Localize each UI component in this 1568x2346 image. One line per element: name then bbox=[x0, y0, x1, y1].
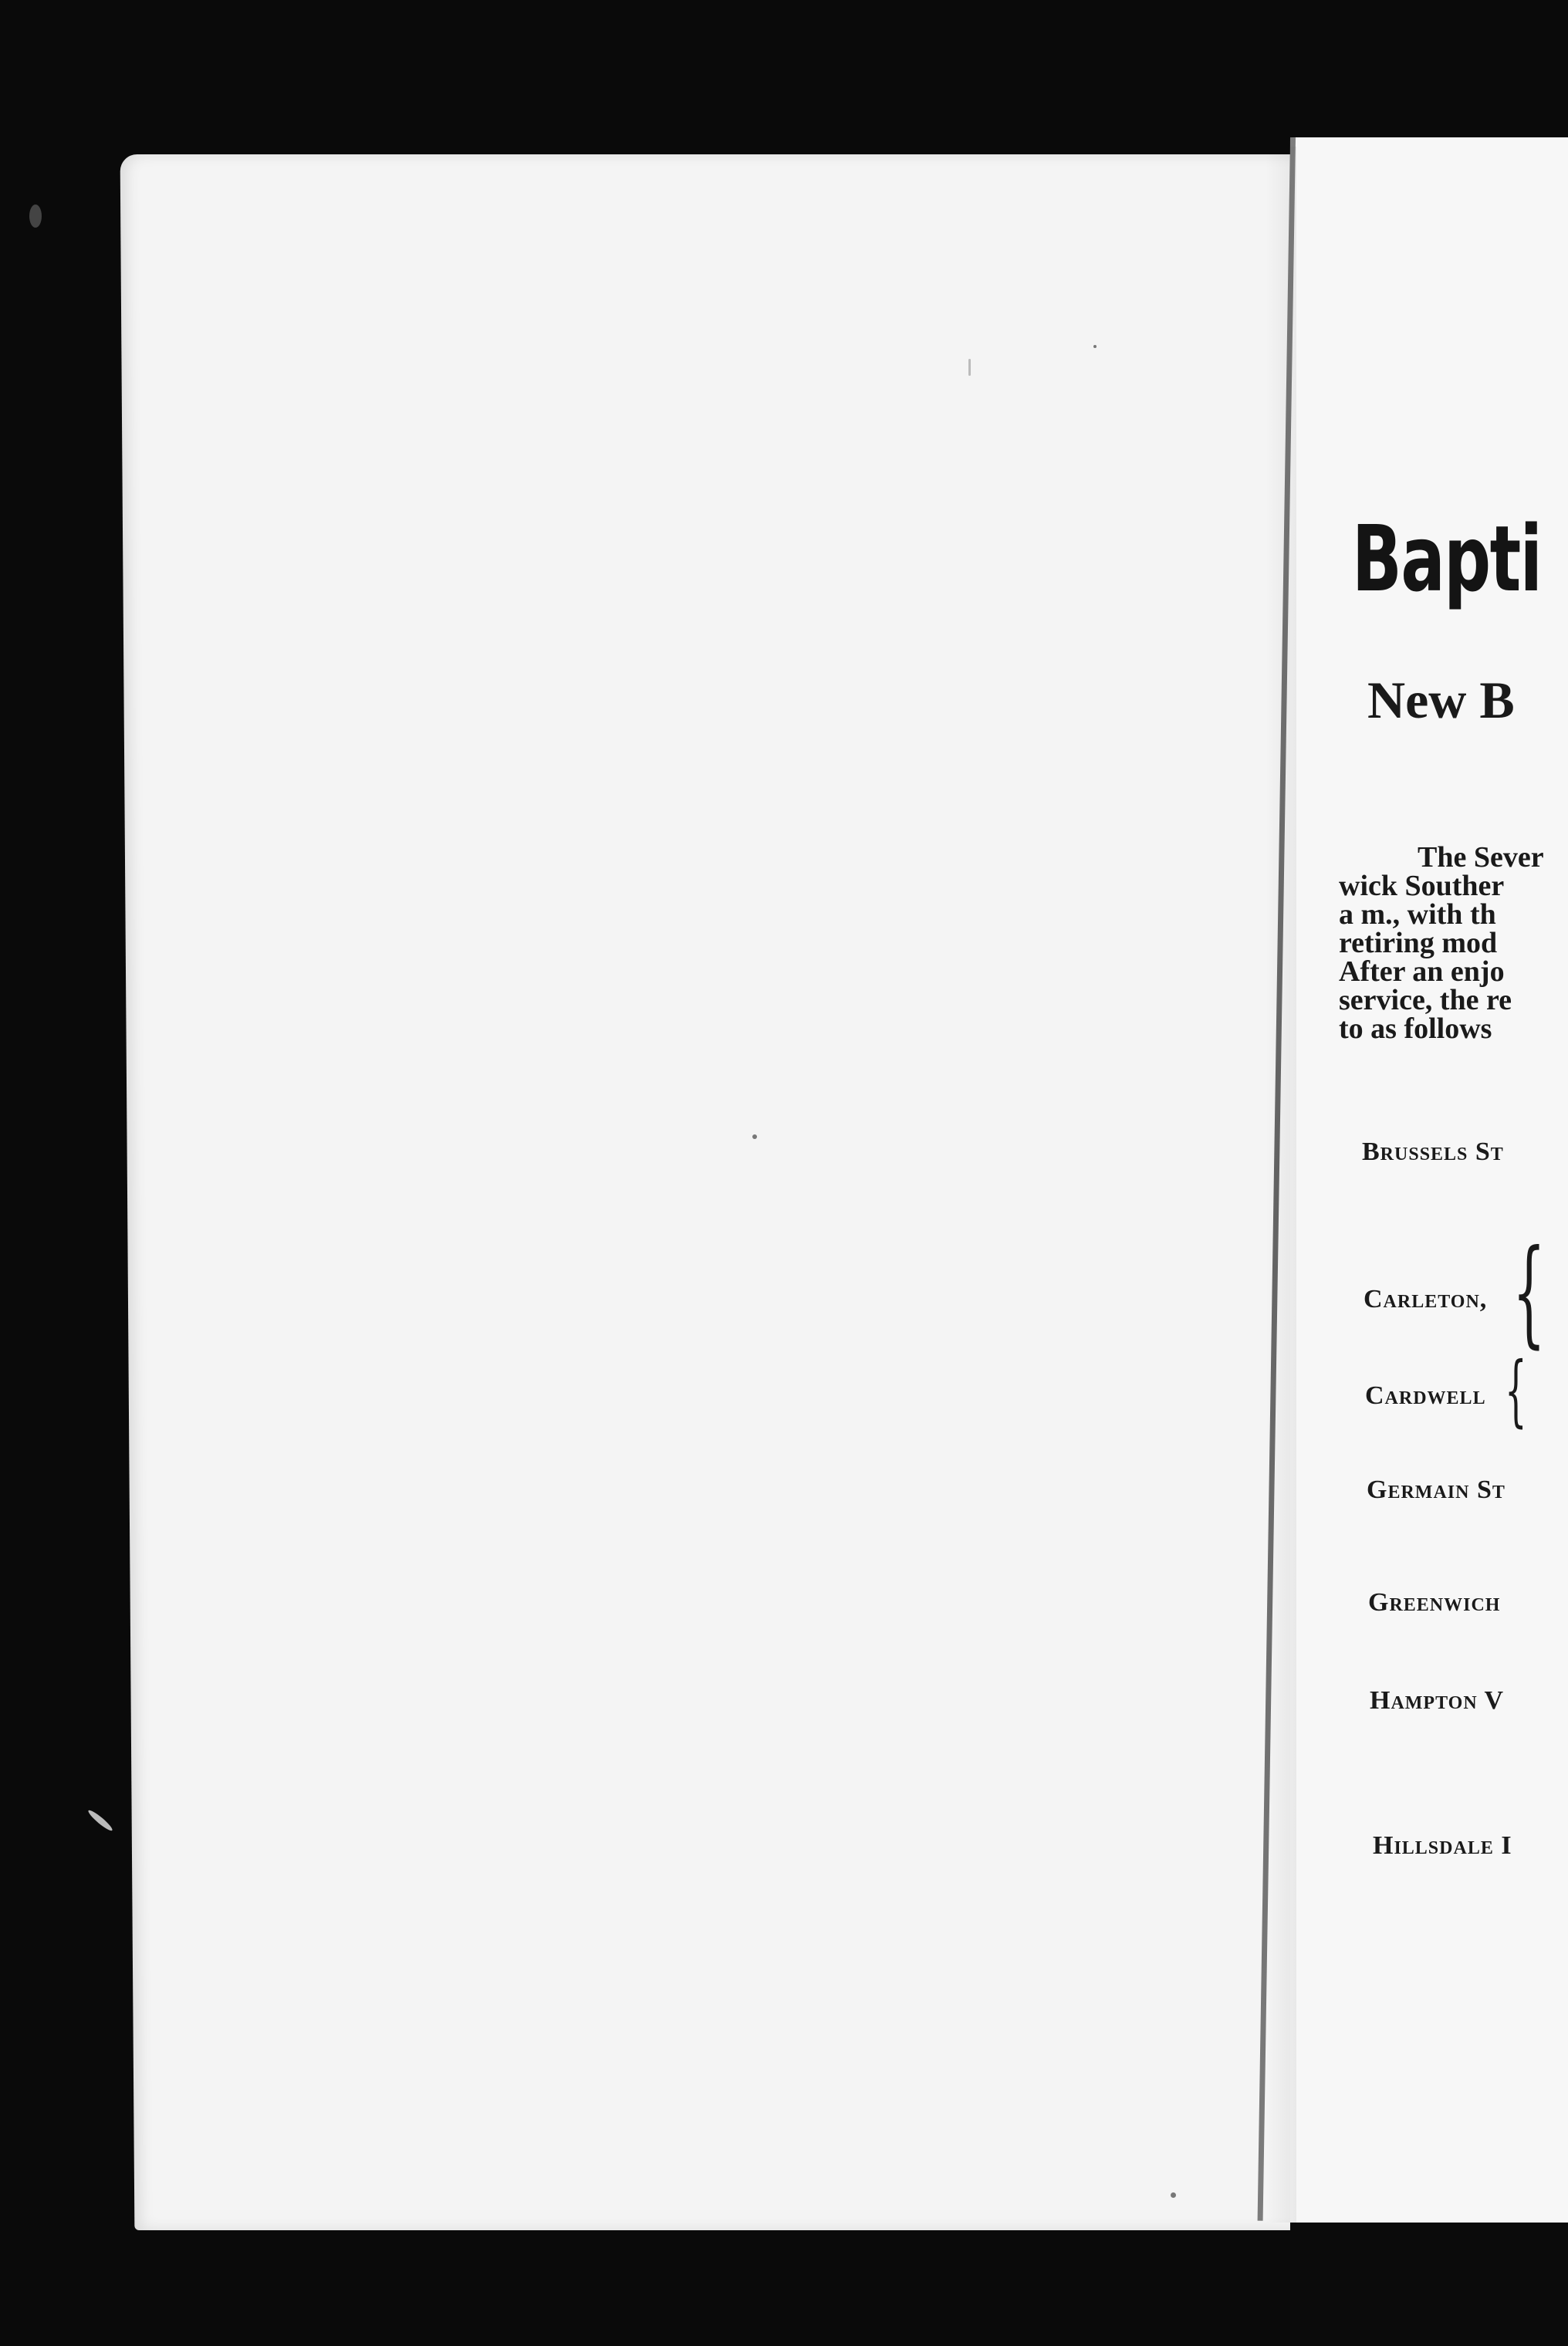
church-brussels-st: Brussels St bbox=[1362, 1138, 1504, 1166]
document-subtitle: New B bbox=[1367, 671, 1515, 729]
paragraph-line: After an enjo bbox=[1339, 955, 1505, 988]
bottom-edge bbox=[1290, 2223, 1568, 2346]
paragraph-line: wick Souther bbox=[1339, 870, 1505, 902]
right-page bbox=[1290, 137, 1568, 2236]
speck bbox=[29, 205, 42, 228]
church-germain-st: Germain St bbox=[1367, 1476, 1505, 1504]
speck bbox=[752, 1134, 757, 1139]
speck bbox=[968, 359, 971, 376]
paragraph-line: retiring mod bbox=[1339, 927, 1498, 959]
church-greenwich: Greenwich bbox=[1368, 1588, 1501, 1617]
blank-left-page bbox=[120, 154, 1339, 2230]
church-hampton-v: Hampton V bbox=[1370, 1686, 1505, 1715]
brace-icon: { bbox=[1505, 1345, 1527, 1435]
paragraph-line: a m., with th bbox=[1339, 898, 1496, 931]
church-cardwell: Cardwell bbox=[1365, 1381, 1486, 1410]
speck bbox=[1093, 345, 1097, 348]
speck bbox=[1171, 2192, 1176, 2198]
paragraph-line: to as follows bbox=[1339, 1012, 1492, 1045]
church-carleton: Carleton, bbox=[1364, 1285, 1488, 1313]
intro-paragraph bbox=[1339, 843, 1544, 1043]
church-hillsdale: Hillsdale I bbox=[1373, 1831, 1512, 1860]
document-title: Bapti bbox=[1352, 505, 1542, 612]
gutter-shadow bbox=[1266, 147, 1296, 2223]
brace-icon: { bbox=[1512, 1225, 1546, 1360]
paragraph-line: service, the re bbox=[1339, 984, 1512, 1016]
paragraph-line: The Sever bbox=[1418, 841, 1544, 874]
